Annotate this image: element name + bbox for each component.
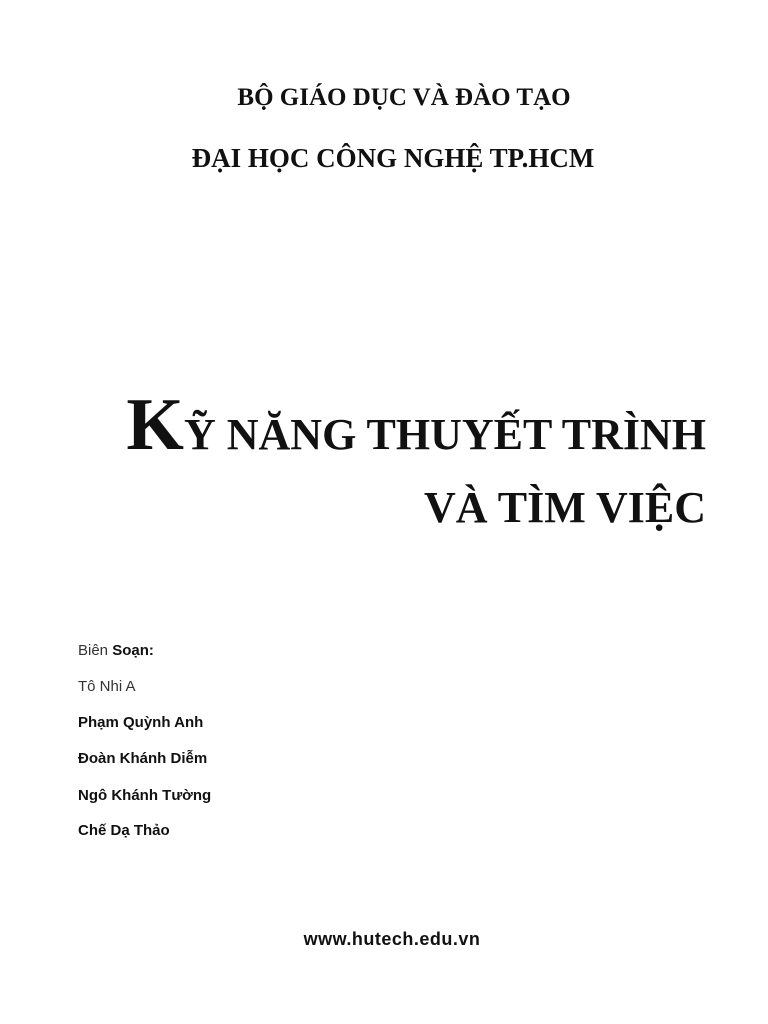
ministry-heading: BỘ GIÁO DỤC VÀ ĐÀO TẠO bbox=[237, 84, 571, 111]
editors-label-part-1: Biên bbox=[78, 642, 109, 659]
book-title-line-2: VÀ TÌM VIỆC bbox=[424, 483, 706, 532]
editors-label bbox=[78, 642, 154, 659]
editors-label-part-2: Soạn: bbox=[112, 642, 154, 659]
university-heading: ĐẠI HỌC CÔNG NGHỆ TP.HCM bbox=[191, 143, 595, 173]
title-line-1-rest: Ỹ NĂNG THUYẾT TRÌNH bbox=[183, 410, 706, 459]
editor-name: Chế Dạ Thảo bbox=[78, 822, 170, 839]
website-url: www.hutech.edu.vn bbox=[303, 929, 481, 949]
book-title-line-1 bbox=[126, 384, 706, 466]
editor-name: Phạm Quỳnh Anh bbox=[78, 714, 204, 731]
editor-name: Ngô Khánh Tường bbox=[78, 787, 212, 804]
editor-name: Đoàn Khánh Diễm bbox=[78, 750, 208, 767]
title-initial: K bbox=[126, 384, 184, 466]
editor-name: Tô Nhi A bbox=[78, 678, 136, 695]
